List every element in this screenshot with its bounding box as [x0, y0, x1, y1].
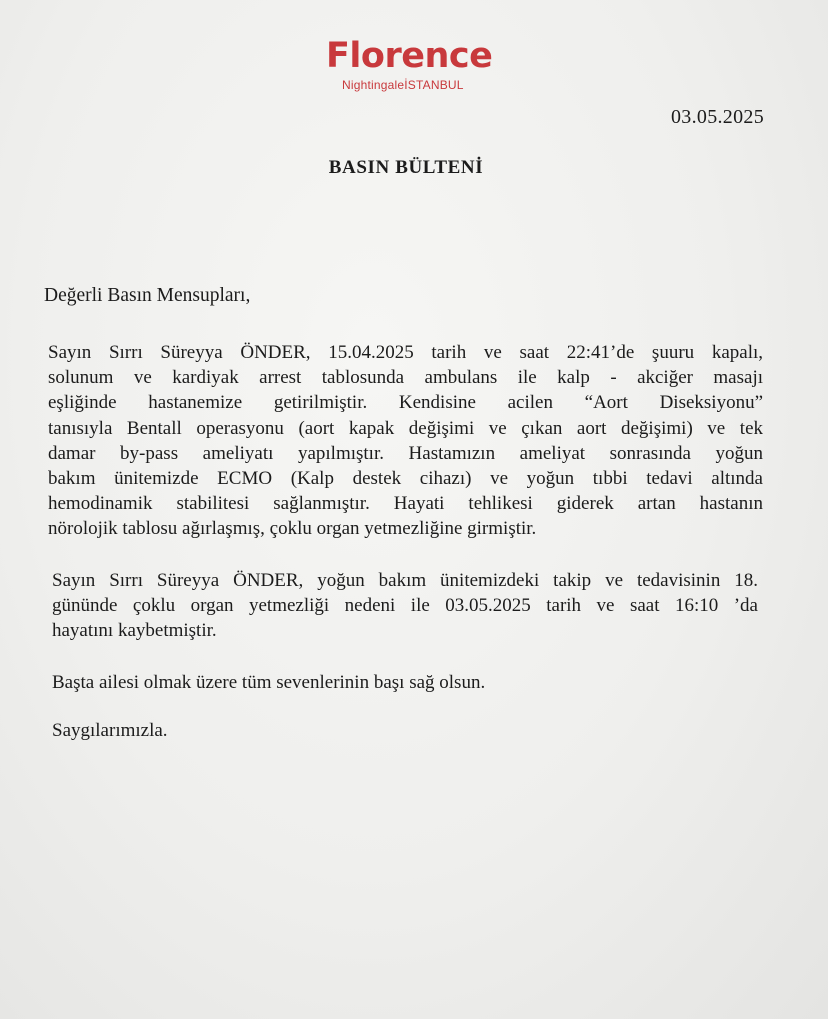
logo-subtitle: NightingaleİSTANBUL — [342, 78, 464, 92]
signoff-line: Saygılarımızla. — [52, 720, 168, 741]
paragraph-line: gününde çoklu organ yetmezliği nedeni ile 03.05.2025 tarih ve saat 16:10 ’da — [52, 595, 758, 617]
salutation: Değerli Basın Mensupları, — [44, 285, 251, 306]
document-title: BASIN BÜLTENİ — [328, 157, 484, 178]
paragraph-line: solunum ve kardiyak arrest tablosunda ambulans ile kalp - akciğer masajı — [48, 367, 763, 389]
condolence-line: Başta ailesi olmak üzere tüm sevenlerinin başı sağ olsun. — [52, 672, 486, 693]
paragraph-line: hayatını kaybetmiştir. — [52, 620, 217, 642]
paragraph-line: damar by-pass ameliyatı yapılmıştır. Hastamızın ameliyat sonrasında yoğun — [48, 442, 763, 464]
paragraph-death-notice — [52, 568, 758, 644]
logo-wordmark: Florence — [326, 36, 493, 76]
paragraph-line: nörolojik tablosu ağırlaşmış, çoklu organ yetmezliğine girmiştir. — [48, 518, 537, 540]
paragraph-line: bakım ünitemizde ECMO (Kalp destek cihazı) ve yoğun tıbbi tedavi altında — [48, 467, 763, 489]
paragraph-line: Sayın Sırrı Süreyya ÖNDER, yoğun bakım ünitemizdeki takip ve tedavisinin 18. — [52, 570, 758, 591]
paragraph-line: eşliğinde hastanemize getirilmiştir. Kendisine acilen “Aort Diseksiyonu” — [48, 392, 763, 414]
hospital-logo — [326, 34, 496, 96]
paragraph-line: hemodinamik stabilitesi sağlanmıştır. Hayati tehlikesi giderek artan hastanın — [48, 493, 763, 515]
document-date: 03.05.2025 — [671, 106, 764, 128]
paragraph-admission — [48, 340, 763, 542]
paragraph-line: Sayın Sırrı Süreyya ÖNDER, 15.04.2025 tarih ve saat 22:41’de şuuru kapalı, — [48, 342, 763, 363]
paragraph-line: tanısıyla Bentall operasyonu (aort kapak değişimi ve çıkan aort değişimi) ve tek — [48, 417, 763, 439]
